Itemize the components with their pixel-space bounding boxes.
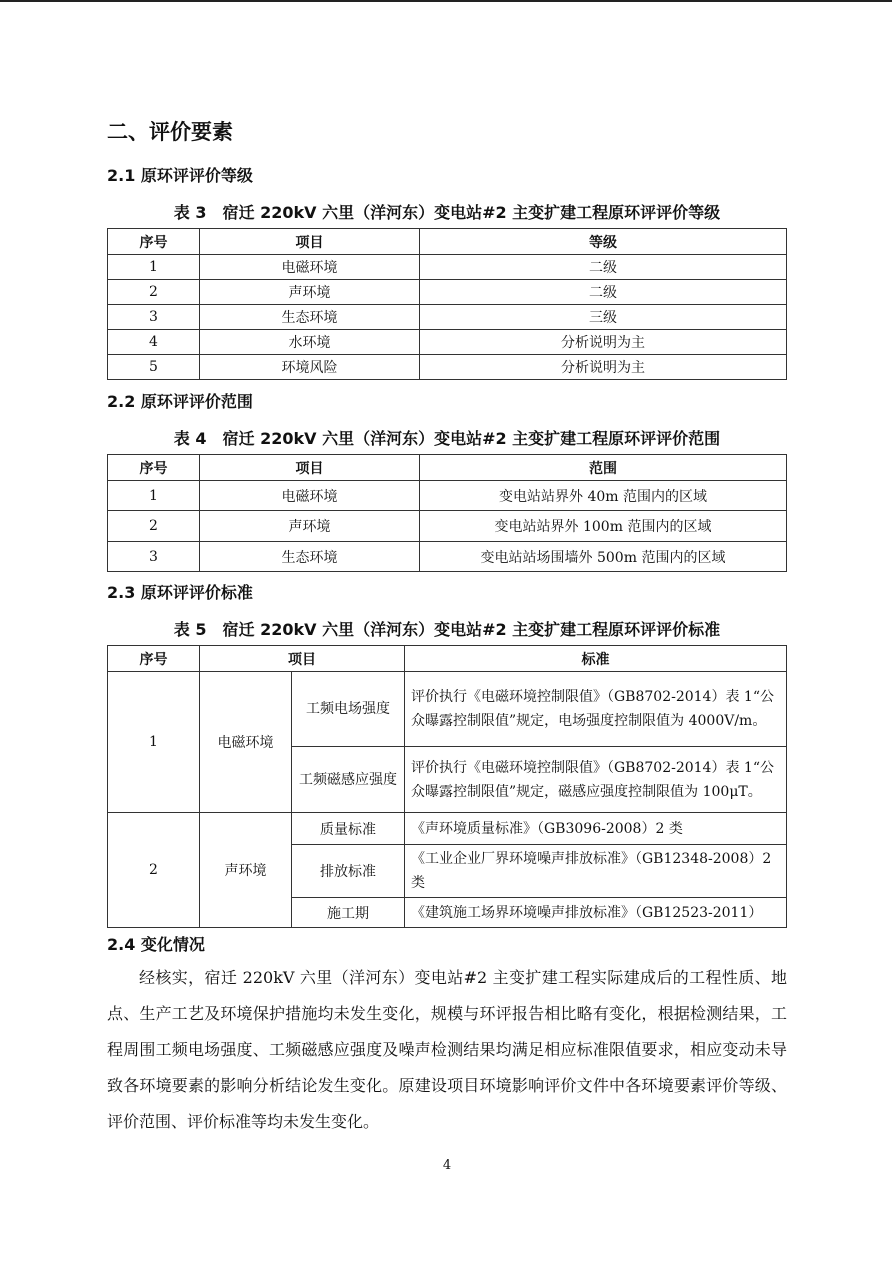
cell-no: 1 [108,481,200,511]
cell-no: 2 [108,813,200,928]
table-header-row [108,229,787,255]
table-row [108,330,787,355]
cell-grade: 二级 [420,280,787,305]
table-row [108,305,787,330]
table5-evaluation-standard [107,645,787,928]
cell-grade: 二级 [420,255,787,280]
table-row [108,813,787,845]
table4-evaluation-scope [107,454,787,572]
header-item: 项目 [200,646,405,672]
cell-grade: 分析说明为主 [420,330,787,355]
cell-standard: 评价执行《电磁环境控制限值》（GB8702-2014）表 1“公众曝露控制限值”规定，电场强度控制限值为 4000V/m。 [405,672,787,747]
cell-item: 生态环境 [200,305,420,330]
cell-standard: 评价执行《电磁环境控制限值》（GB8702-2014）表 1“公众曝露控制限值”规定，磁感应强度控制限值为 100μT。 [405,747,787,813]
cell-scope: 变电站站界外 100m 范围内的区域 [420,511,787,542]
header-no: 序号 [108,229,200,255]
top-border-line [0,0,892,2]
cell-standard: 《声环境质量标准》（GB3096-2008）2 类 [405,813,787,845]
heading-2-2: 2.2 原环评评价范围 [107,392,253,411]
cell-no: 1 [108,255,200,280]
table-row [108,672,787,747]
cell-item: 水环境 [200,330,420,355]
page-number: 4 [442,1158,452,1173]
cell-subitem: 工频磁感应强度 [292,747,405,813]
cell-no: 1 [108,672,200,813]
cell-standard: 《建筑施工场界环境噪声排放标准》（GB12523-2011） [405,898,787,928]
section-title: 二、评价要素 [107,120,233,144]
cell-item: 电磁环境 [200,255,420,280]
cell-subitem: 施工期 [292,898,405,928]
change-description-paragraph: 经核实，宿迁 220kV 六里（洋河东）变电站#2 主变扩建工程实际建成后的工程性质、地点、生产工艺及环境保护措施均未发生变化，规模与环评报告相比略有变化，根据检测结果，工程周围工频电场强度、工频磁感应强度及噪声检测结果均满足相应标准限值要求，相应变动未导致各环境要素的影响分析结论发生变化。原建设项目环境影响评价文件中各环境要素评价等级、评价范围、评价标准等均未发生变化。 [107,968,787,1131]
cell-no: 5 [108,355,200,380]
cell-item: 电磁环境 [200,481,420,511]
header-item: 项目 [200,455,420,481]
table-row [108,542,787,572]
table4-caption: 表 4 宿迁 220kV 六里（洋河东）变电站#2 主变扩建工程原环评评价范围 [173,429,721,448]
cell-subitem: 排放标准 [292,845,405,898]
header-scope: 范围 [420,455,787,481]
header-grade: 等级 [420,229,787,255]
cell-item: 生态环境 [200,542,420,572]
table-header-row [108,455,787,481]
cell-grade: 分析说明为主 [420,355,787,380]
cell-subitem: 工频电场强度 [292,672,405,747]
cell-no: 2 [108,280,200,305]
header-no: 序号 [108,646,200,672]
header-standard: 标准 [405,646,787,672]
cell-grade: 三级 [420,305,787,330]
cell-standard: 《工业企业厂界环境噪声排放标准》（GB12348-2008）2 类 [405,845,787,898]
table-row [108,355,787,380]
cell-no: 2 [108,511,200,542]
table-row [108,511,787,542]
cell-scope: 变电站站界外 40m 范围内的区域 [420,481,787,511]
cell-subitem: 质量标准 [292,813,405,845]
heading-2-1: 2.1 原环评评价等级 [107,166,253,185]
table3-evaluation-grade [107,228,787,380]
cell-item: 声环境 [200,280,420,305]
heading-2-4: 2.4 变化情况 [107,935,205,954]
table-row [108,481,787,511]
table-row [108,255,787,280]
heading-2-3: 2.3 原环评评价标准 [107,583,253,602]
table-row [108,280,787,305]
table3-caption: 表 3 宿迁 220kV 六里（洋河东）变电站#2 主变扩建工程原环评评价等级 [173,203,721,222]
cell-item: 环境风险 [200,355,420,380]
cell-no: 4 [108,330,200,355]
header-no: 序号 [108,455,200,481]
cell-item: 声环境 [200,813,292,928]
cell-scope: 变电站站场围墙外 500m 范围内的区域 [420,542,787,572]
cell-no: 3 [108,542,200,572]
cell-item: 声环境 [200,511,420,542]
header-item: 项目 [200,229,420,255]
cell-item: 电磁环境 [200,672,292,813]
cell-no: 3 [108,305,200,330]
table-header-row [108,646,787,672]
table5-caption: 表 5 宿迁 220kV 六里（洋河东）变电站#2 主变扩建工程原环评评价标准 [173,620,721,639]
